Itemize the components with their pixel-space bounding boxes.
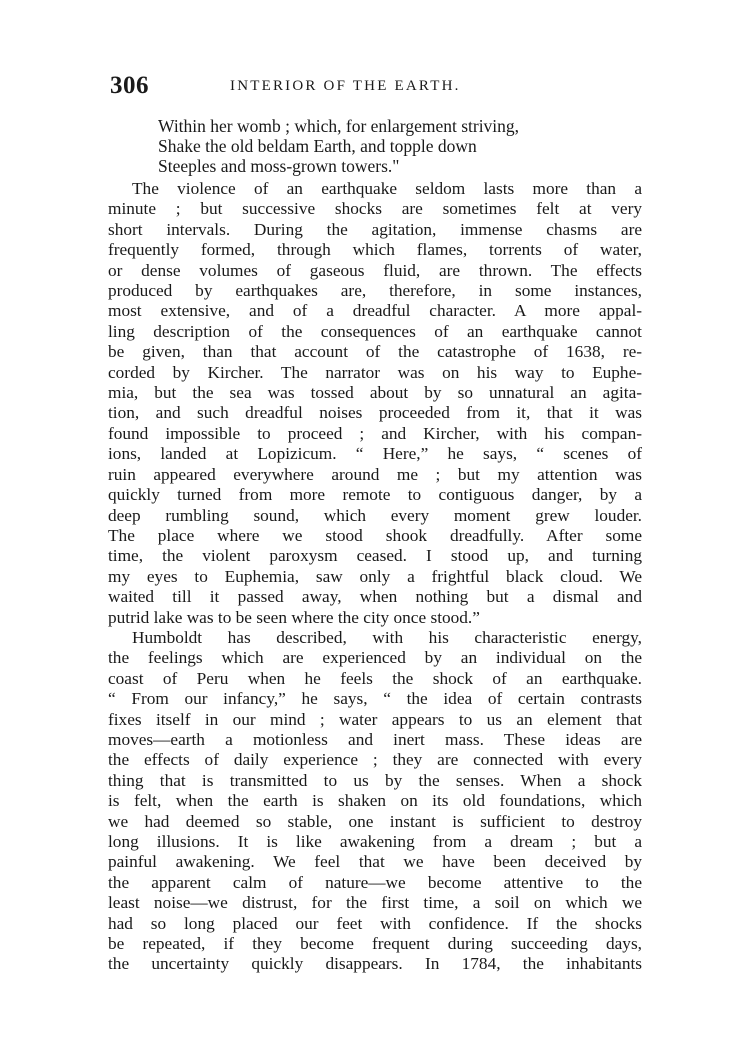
text-line: short intervals. During the agitation, immense chasms are: [108, 219, 642, 239]
text-line: frequently formed, through which flames, torrents of water,: [108, 240, 642, 260]
text-line: the uncertainty quickly disappears. In 1784, the inhabitants: [108, 954, 642, 974]
verse-line: Shake the old beldam Earth, and topple down: [158, 136, 477, 156]
text-line: moves—earth a motionless and inert mass. These ideas are: [108, 729, 642, 749]
text-line: waited till it passed away, when nothing but a dismal and: [108, 587, 642, 607]
text-line: be given, than that account of the catastrophe of 1638, re-: [108, 342, 642, 362]
text-line: fixes itself in our mind ; water appears to us an element that: [108, 709, 642, 729]
text-line: had so long placed our feet with confidence. If the shocks: [108, 913, 642, 933]
text-line: minute ; but successive shocks are sometimes felt at very: [108, 199, 642, 219]
text-line: time, the violent paroxysm ceased. I stood up, and turning: [108, 546, 642, 566]
text-line: most extensive, and of a dreadful character. A more appal-: [108, 301, 642, 321]
text-line: ions, landed at Lopizicum. “ Here,” he says, “ scenes of: [108, 444, 642, 464]
text-line: is felt, when the earth is shaken on its old foundations, which: [108, 791, 642, 811]
paragraph: [108, 628, 642, 975]
text-line: ruin appeared everywhere around me ; but my attention was: [108, 464, 642, 484]
text-line: found impossible to proceed ; and Kircher, with his compan-: [108, 423, 642, 443]
verse-line: Steeples and moss-grown towers.": [158, 156, 400, 176]
text-line: thing that is transmitted to us by the senses. When a shock: [108, 770, 642, 790]
page-number: 306: [110, 72, 149, 99]
text-line: corded by Kircher. The narrator was on his way to Euphe-: [108, 362, 642, 382]
text-line: the apparent calm of nature—we become attentive to the: [108, 872, 642, 892]
running-head: INTERIOR OF THE EARTH.: [230, 78, 461, 94]
body-text: [108, 179, 642, 975]
text-line: be repeated, if they become frequent during succeeding days,: [108, 934, 642, 954]
text-line: my eyes to Euphemia, saw only a frightful black cloud. We: [108, 566, 642, 586]
paragraph: [108, 179, 642, 628]
text-line: the feelings which are experienced by an individual on the: [108, 648, 642, 668]
text-line: tion, and such dreadful noises proceeded from it, that it was: [108, 403, 642, 423]
verse-line: Within her womb ; which, for enlargement striving,: [158, 116, 520, 136]
page-header: [110, 72, 650, 104]
text-line: long illusions. It is like awakening from a dream ; but a: [108, 832, 642, 851]
text-line: The place where we stood shook dreadfully. After some: [108, 525, 642, 545]
text-line: “ From our infancy,” he says, “ the idea of certain contrasts: [108, 689, 642, 709]
text-line: coast of Peru when he feels the shock of an earthquake.: [108, 668, 642, 688]
text-line: least noise—we distrust, for the first time, a soil on which we: [108, 893, 642, 913]
text-line: we had deemed so stable, one instant is sufficient to destroy: [108, 811, 642, 831]
text-line: mia, but the sea was tossed about by so unnatural an agita-: [108, 383, 642, 403]
verse-quotation: [158, 116, 638, 176]
text-line: the effects of daily experience ; they are connected with every: [108, 750, 642, 770]
text-line: quickly turned from more remote to contiguous danger, by a: [108, 485, 642, 505]
text-line: or dense volumes of gaseous fluid, are thrown. The effects: [108, 260, 642, 280]
text-line: The violence of an earthquake seldom lasts more than a: [132, 179, 642, 198]
text-line: putrid lake was to be seen where the city once stood.”: [108, 607, 480, 627]
text-line: ling description of the consequences of an earthquake cannot: [108, 321, 642, 341]
text-line: deep rumbling sound, which every moment grew louder.: [108, 505, 642, 525]
text-line: painful awakening. We feel that we have been deceived by: [108, 852, 642, 872]
text-line: Humboldt has described, with his characteristic energy,: [132, 627, 642, 647]
text-line: produced by earthquakes are, therefore, in some instances,: [108, 281, 642, 301]
